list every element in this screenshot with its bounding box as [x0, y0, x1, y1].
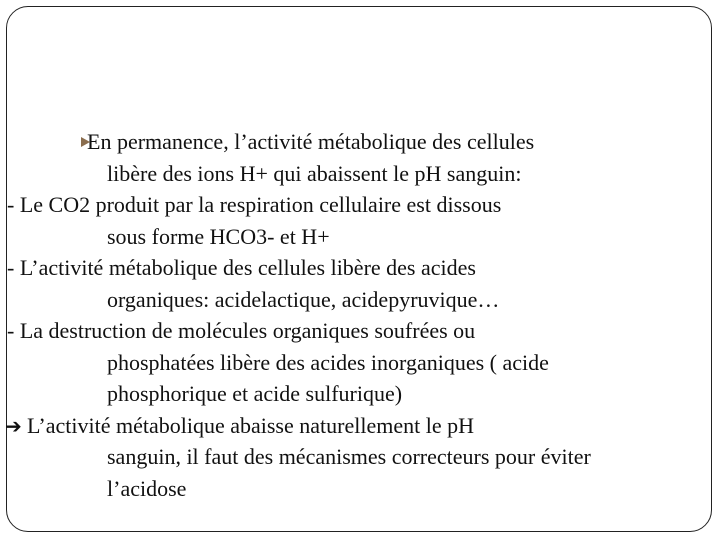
- item-co2-line-2: sous forme HCO3- et H+: [107, 223, 330, 249]
- item-co2-line-1: - Le CO2 produit par la respiration cellulaire est dissous: [7, 192, 502, 217]
- right-arrow-icon: ➔: [5, 413, 22, 438]
- item-inorganic-acids: [7, 315, 697, 410]
- conclusion-paragraph: [7, 410, 697, 505]
- triangle-bullet-icon: [81, 137, 90, 147]
- intro-paragraph: [63, 126, 697, 189]
- intro-line-2: libère des ions H+ qui abaissent le pH sanguin:: [107, 160, 522, 186]
- item-organic-acids-line-1: - L’activité métabolique des cellules libère des acides: [7, 255, 476, 280]
- item-co2: [7, 189, 697, 252]
- intro-line-1: En permanence, l’activité métabolique des cellules: [87, 129, 535, 154]
- item-organic-acids-line-2: organiques: acidelactique, acidepyruvique…: [107, 286, 500, 312]
- item-inorganic-acids-line-2: phosphatées libère des acides inorganiques ( acide: [107, 349, 549, 375]
- item-inorganic-acids-line-1: - La destruction de molécules organiques soufrées ou: [7, 318, 476, 343]
- item-organic-acids: [7, 252, 697, 315]
- item-inorganic-acids-line-3: phosphorique et acide sulfurique): [107, 381, 403, 406]
- conclusion-line-1-text: L’activité métabolique abaisse naturellement le pH: [27, 412, 474, 438]
- slide-content: [5, 126, 697, 504]
- conclusion-line-3: l’acidose: [107, 475, 187, 501]
- conclusion-line-2: sanguin, il faut des mécanismes correcteurs pour éviter: [107, 444, 591, 469]
- slide-frame: [6, 6, 712, 532]
- conclusion-line-1: [7, 410, 697, 442]
